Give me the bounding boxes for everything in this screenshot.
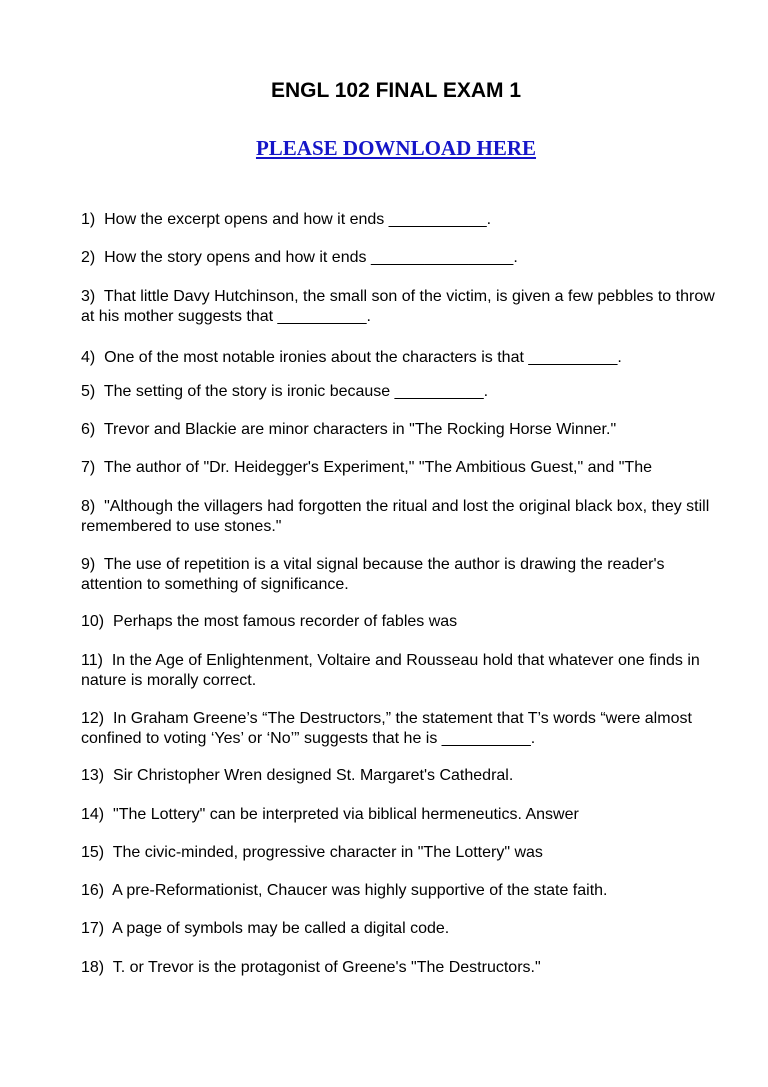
question-18: 18) T. or Trevor is the protagonist of Greene's "The Destructors." [81,959,541,976]
question-2: 2) How the story opens and how it ends ________________. [81,249,518,266]
question-14: 14) "The Lottery" can be interpreted via biblical hermeneutics. Answer [81,806,579,823]
download-link[interactable]: PLEASE DOWNLOAD HERE [255,136,537,160]
question-3: 3) That little Davy Hutchinson, the small son of the victim, is given a few pebbles to throw at his mother suggests that __________. [81,288,720,325]
question-17: 17) A page of symbols may be called a digital code. [81,920,450,937]
question-13: 13) Sir Christopher Wren designed St. Margaret's Cathedral. [81,767,514,784]
question-8: 8) "Although the villagers had forgotten the ritual and lost the original black box, they still remembered to use stones." [81,498,714,535]
question-15: 15) The civic-minded, progressive character in "The Lottery" was [81,844,543,861]
question-11: 11) In the Age of Enlightenment, Voltaire and Rousseau hold that whatever one finds in nature is morally correct. [81,652,705,689]
question-5: 5) The setting of the story is ironic because __________. [81,383,489,400]
question-1: 1) How the excerpt opens and how it ends ___________. [81,211,492,228]
question-12: 12) In Graham Greene’s “The Destructors,” the statement that T’s words “were almost confined to voting ‘Yes’ or ‘No’” suggests that he is __________. [81,710,697,747]
question-4: 4) One of the most notable ironies about the characters is that __________. [81,349,622,366]
question-16: 16) A pre-Reformationist, Chaucer was highly supportive of the state faith. [81,882,608,899]
question-10: 10) Perhaps the most famous recorder of fables was [81,613,458,630]
question-9: 9) The use of repetition is a vital signal because the author is drawing the reader's attention to something of significance. [81,556,669,593]
page-title: ENGL 102 FINAL EXAM 1 [270,79,522,102]
question-7: 7) The author of "Dr. Heidegger's Experiment," "The Ambitious Guest," and "The [81,459,652,476]
question-6: 6) Trevor and Blackie are minor characters in "The Rocking Horse Winner." [81,421,617,438]
